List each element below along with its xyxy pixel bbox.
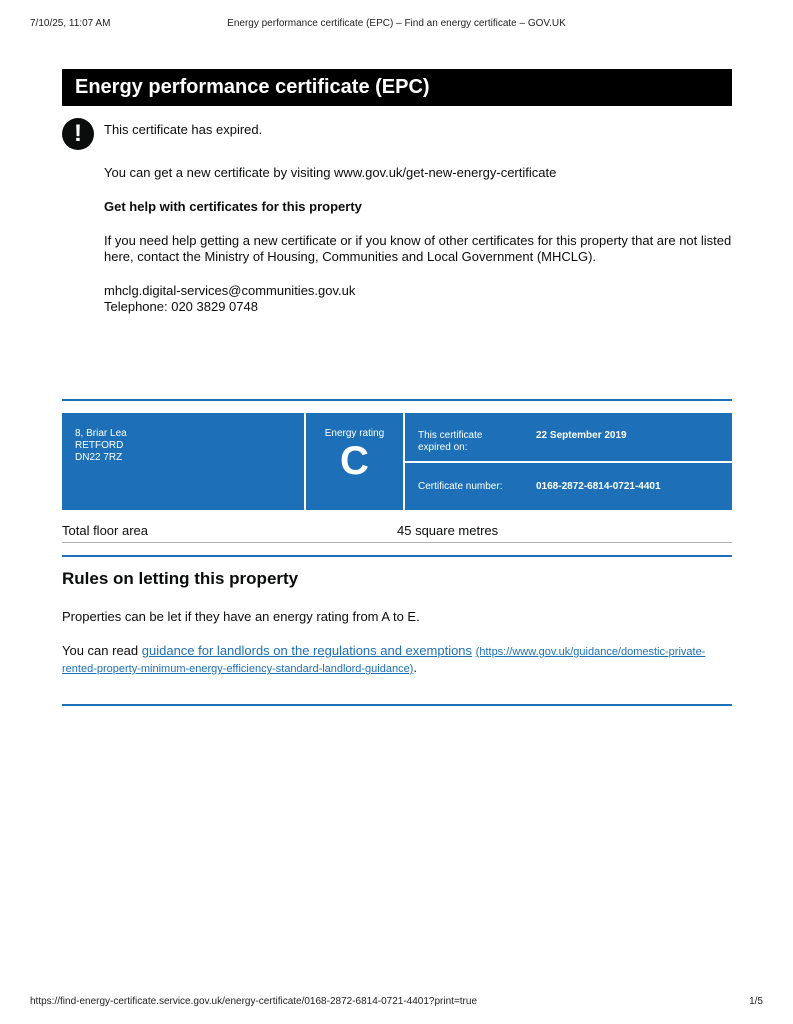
- expiry-date: 22 September 2019: [536, 430, 627, 441]
- letting-heading: Rules on letting this property: [62, 569, 299, 588]
- energy-rating-panel: [306, 413, 403, 510]
- print-url: https://find-energy-certificate.service.gov.uk/energy-certificate/0168-2872-6814-0721-4401?print=true: [30, 996, 478, 1007]
- guidance-suffix: .: [413, 660, 417, 675]
- certificate-number: 0168-2872-6814-0721-4401: [536, 481, 661, 492]
- certificate-number-label: Certificate number:: [418, 481, 503, 492]
- section-divider: [62, 399, 732, 401]
- address-panel: [62, 413, 304, 510]
- letting-rating-rule: Properties can be let if they have an energy rating from A to E.: [62, 609, 420, 624]
- floor-area-value: 45 square metres: [397, 523, 499, 538]
- certificate-summary: [62, 413, 732, 510]
- warning-icon: !: [62, 118, 94, 150]
- print-datetime: 7/10/25, 11:07 AM: [30, 18, 111, 29]
- energy-rating-value: C: [340, 439, 369, 483]
- new-certificate-text: You can get a new certificate by visiting www.gov.uk/get-new-energy-certificate: [104, 165, 557, 180]
- page-number: 1/5: [749, 996, 763, 1007]
- energy-rating-label: Energy rating: [324, 428, 385, 439]
- letting-guidance: [62, 643, 732, 677]
- print-document-title: Energy performance certificate (EPC) – Find an energy certificate – GOV.UK: [227, 18, 566, 29]
- expiry-panel: [405, 413, 732, 461]
- address-postcode: DN22 7RZ: [75, 452, 123, 463]
- help-text: If you need help getting a new certificate or if you know of other certificates for this property that are not listed here, contact the Ministry of Housing, Communities and Local Government (MHCLG).: [104, 233, 732, 264]
- certificate-number-panel: [405, 463, 732, 510]
- guidance-link-url[interactable]: (https://www.gov.uk/guidance/domestic-private-rented-property-minimum-energy-efficiency-standard-landlord-guidance): [62, 646, 706, 675]
- expiry-label: This certificate expired on:: [418, 430, 483, 453]
- expired-notice: This certificate has expired.: [104, 122, 263, 137]
- guidance-prefix: You can read: [62, 643, 142, 658]
- floor-area-row: [62, 518, 732, 543]
- page-title: Energy performance certificate (EPC): [62, 69, 732, 106]
- help-heading: Get help with certificates for this property: [104, 199, 362, 214]
- address-line-1: 8, Briar Lea: [75, 428, 127, 439]
- address-line-2: RETFORD: [75, 440, 124, 451]
- guidance-link[interactable]: guidance for landlords on the regulations and exemptions: [141, 643, 473, 658]
- section-divider: [62, 704, 732, 706]
- floor-area-label: Total floor area: [62, 523, 148, 538]
- section-divider: [62, 555, 732, 557]
- warning-body: [104, 122, 732, 315]
- contact-phone: Telephone: 020 3829 0748: [104, 299, 258, 314]
- contact-email[interactable]: mhclg.digital-services@communities.gov.uk: [104, 283, 356, 298]
- print-header: [0, 16, 793, 32]
